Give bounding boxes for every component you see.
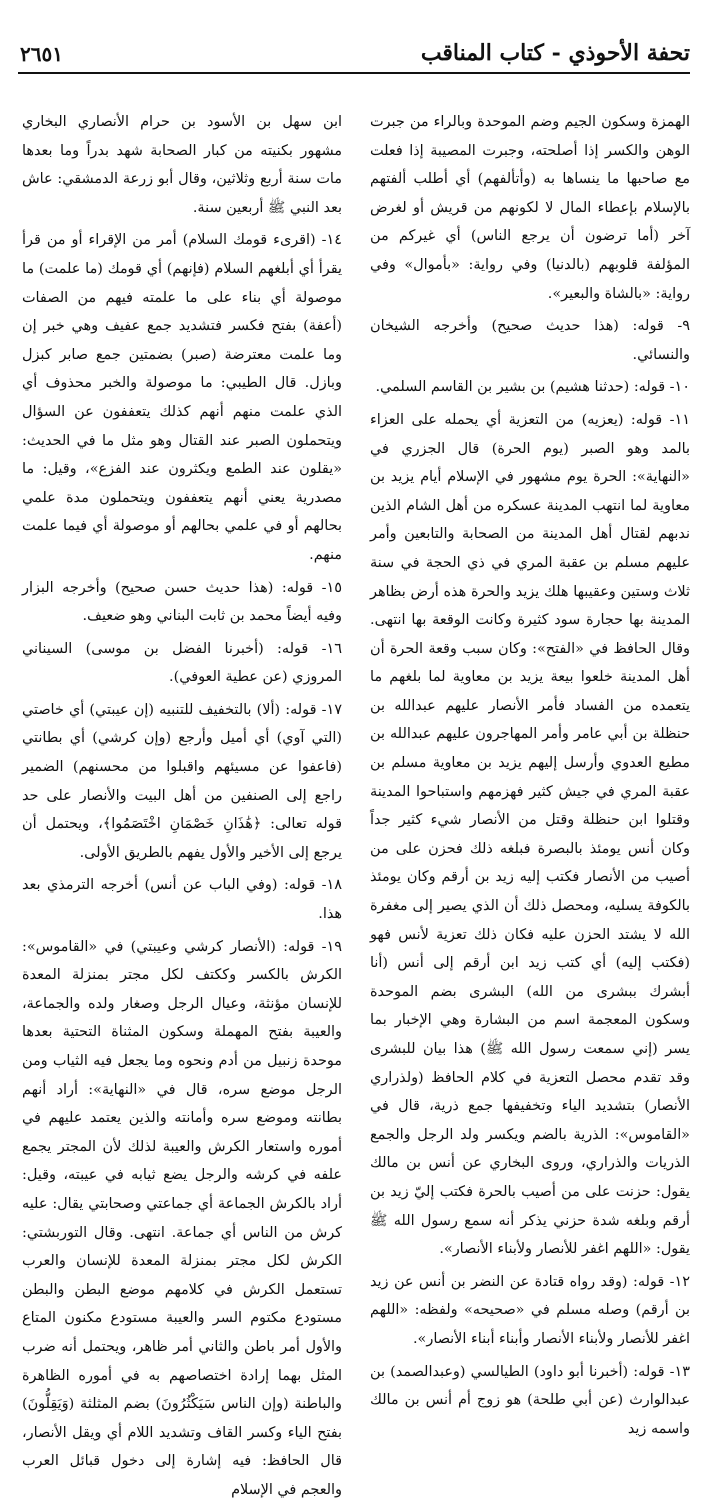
paragraph: ١٣- قوله: (أخبرنا أبو داود) الطيالسي (وعبدالصمد) بن عبدالوارث (عن أبي طلحة) هو زوج أم أنس بن مالك واسمه زيد: [370, 1363, 690, 1437]
running-title: تحفة الأحوذي - كتاب المناقب: [420, 40, 690, 66]
paragraph: ١٠- قوله: (حدثنا هشيم) بن بشير بن القاسم السلمي.: [375, 379, 690, 396]
paragraph: ١١- قوله: (يعزيه) من التعزية أي يحمله على العزاء بالمد وهو الصبر (يوم الحرة) قال الجزري في «النهاية»: الحرة يوم مشهور في الإسلام أيام يزيد بن معاوية لما انتهب المدينة عسكره من أهل الشام الذين ندبهم لقتال أهل المدينة من الصحابة والتابعين وأمر عليهم مسلم بن عقبة المري في ذي الحجة في سنة ثلاث وستين وعقيبها هلك يزيد والحرة هذه أرض بظاهر المدينة بها حجارة سود كثيرة وكانت الوقعة بها انتهى. وقال الحافظ في «الفتح»: وكان سبب وقعة الحرة أن أهل المدينة خلعوا بيعة يزيد بن معاوية لما بلغهم ما يتعمده من الفساد فأمر الأنصار عليهم عبدالله بن حنظلة بن أبي عامر وأمر المهاجرون عليهم عبدالله بن مطيع العدوي وأرسل إليهم يزيد بن معاوية مسلم بن عقبة المري في جيش كثير فهزمهم واستباحوا المدينة وقتلوا ابن حنظلة وقتل من الأنصار شيء كثير جداً وكان أنس يومئذ بالبصرة فبلغه ذلك فحزن على من أصيب من الأنصار فكتب إليه زيد بن أرقم وكان يومئذ بالكوفة يسليه، ومحصل ذلك أن الذي يصير إلى مغفرة الله لا يشتد الحزن عليه فكان ذلك تعزية لأنس فهو (فكتب إليه) أي كتب زيد ابن أرقم إلى أنس (أنا أبشرك ببشرى من الله) البشرى بضم الموحدة وسكون المعجمة اسم من البشارة وهي الإخبار بما يسر (إني سمعت رسول الله ﷺ) هذا بيان للبشرى وقد تقدم محصل التعزية في كلام الحافظ (ولذراري الأنصار) بتشديد الياء وتخفيفها جمع ذرية، قال في «القاموس»: الذرية بالضم ويكسر ولد الرجل والجمع الذريات والذراري، وروى البخاري عن أنس بن مالك يقول: حزنت على من أصيب بالحرة فكتب إليّ زيد بن أرقم وبلغه شدة حزني يذكر أنه سمع رسول الله ﷺ يقول: «اللهم اغفر للأنصار ولأبناء الأنصار».: [370, 411, 690, 1258]
paragraph: ٩- قوله: (هذا حديث صحيح) وأخرجه الشيخان والنسائي.: [370, 318, 690, 363]
paragraph: ١٧- قوله: (ألا) بالتخفيف للتنبيه (إن عيبتي) أي خاصتي (التي آوي) أي أميل وأرجع (وإن كرشي) أي بطانتي (فاعفوا عن مسيئهم واقبلوا من محسنهم) الضمير راجع إلى الصنفين من أهل البيت والأنصار على حد قوله تعالى: ﴿هَٰذَانِ خَصْمَانِ اخْتَصَمُوا﴾، ويحتمل أن يرجع إلى الأخير والأول يفهم بالطريق الأولى.: [22, 701, 342, 861]
paragraph: ١٨- قوله: (وفي الباب عن أنس) أخرجه الترمذي بعد هذا.: [22, 877, 342, 923]
paragraph: ١٢- قوله: (وقد رواه قتادة عن النضر بن أنس عن زيد بن أرقم) وصله مسلم في «صحيحه» ولفظه: «اللهم اغفر للأنصار ولأبناء الأنصار وأبناء أبناء الأنصار».: [370, 1273, 690, 1347]
left-column: [22, 108, 342, 1498]
paragraph: ١٦- قوله: (أخبرنا الفضل بن موسى) السيناني المروزي (عن عطية العوفي).: [22, 640, 342, 686]
paragraph: ١٥- قوله: (هذا حديث حسن صحيح) وأخرجه البزار وفيه أيضاً محمد بن ثابت البناني وهو ضعيف.: [22, 579, 342, 625]
paragraph: ١٤- (اقرىء قومك السلام) أمر من الإقراء أو من قرأ يقرأ أي أبلغهم السلام (فإنهم) أي قومك (ما علمت) ما موصولة أي بناء على ما علمته فيهم من الصفات (أعفة) بفتح فكسر فتشديد جمع عفيف وهي خبر إن وما علمت معترضة (صبر) بضمتين جمع صابر كبزل وبازل. قال الطيبي: ما موصولة والخبر محذوف أي الذي علمت منهم أنهم كذلك يتعففون عن السؤال ويتحملون الصبر عند القتال وهو مثل ما في الحديث: «يقلون عند الطمع ويكثرون عند الفزع»، وقيل: ما مصدرية يعني أنهم يتعففون ويتحملون مدة علمي بحالهم أو في علمي بحالهم أو موصولة أي فيما علمت منهم.: [22, 232, 342, 563]
page-header: [18, 38, 690, 74]
right-column: [370, 108, 690, 1437]
paragraph: ابن سهل بن الأسود بن حرام الأنصاري البخاري مشهور بكنيته من كبار الصحابة شهد بدراً وما بعدها مات سنة أربع وثلاثين، وقال أبو زرعة الدمشقي: عاش بعد النبي ﷺ أربعين سنة.: [22, 114, 342, 216]
paragraph: الهمزة وسكون الجيم وضم الموحدة وبالراء من جبرت الوهن والكسر إذا أصلحته، وجبرت المصيبة إذا فعلت مع صاحبها ما ينساها به (وأتألفهم) أي أطلب ألفتهم بالإسلام بإعطاء المال لا لكونهم من قريش أو لغرض آخر (أما ترضون أن يرجع الناس) أي غيركم من المؤلفة قلوبهم (بالدنيا) وفي رواية: «بأموال» وفي رواية: «بالشاة والبعير».: [370, 114, 690, 302]
paragraph: ١٩- قوله: (الأنصار كرشي وعيبتي) في «القاموس»: الكرش بالكسر وككتف لكل مجتر بمنزلة المعدة للإنسان مؤنثة، وعيال الرجل وصغار ولده والجماعة، والعيبة بفتح المهملة وسكون المثناة التحتية بعدها موحدة زنبيل من أدم ونحوه وما يجعل فيه الثياب ومن الرجل موضع سره، قال في «النهاية»: أراد أنهم بطانته وموضع سره وأمانته والذين يعتمد عليهم في أموره واستعار الكرش والعيبة لذلك لأن المجتر يجمع علفه في كرشه والرجل يضع ثيابه في عيبته، وقيل: أراد بالكرش الجماعة أي جماعتي وصحابتي يقال: عليه كرش من الناس أي جماعة. انتهى. وقال التوربشتي: الكرش لكل مجتر بمنزلة المعدة للإنسان والعرب تستعمل الكرش في كلامهم موضع البطن والبطن مستودع مكتوم السر والعيبة مستودع مكنون المتاع والأول أمر باطن والثاني أمر ظاهر، ويحتمل أنه ضرب المثل بهما إرادة اختصاصهم به في أموره الظاهرة والباطنة (وإن الناس سَيَكْثُرُونَ) بضم المثلثة (وَيَقِلُّونَ) بفتح الياء وكسر القاف وتشديد اللام أي ويقل الأنصار، قال الحافظ: فيه إشارة إلى دخول قبائل العرب والعجم في الإسلام: [22, 938, 342, 1498]
page-number: ٢٦٥١: [20, 42, 63, 66]
